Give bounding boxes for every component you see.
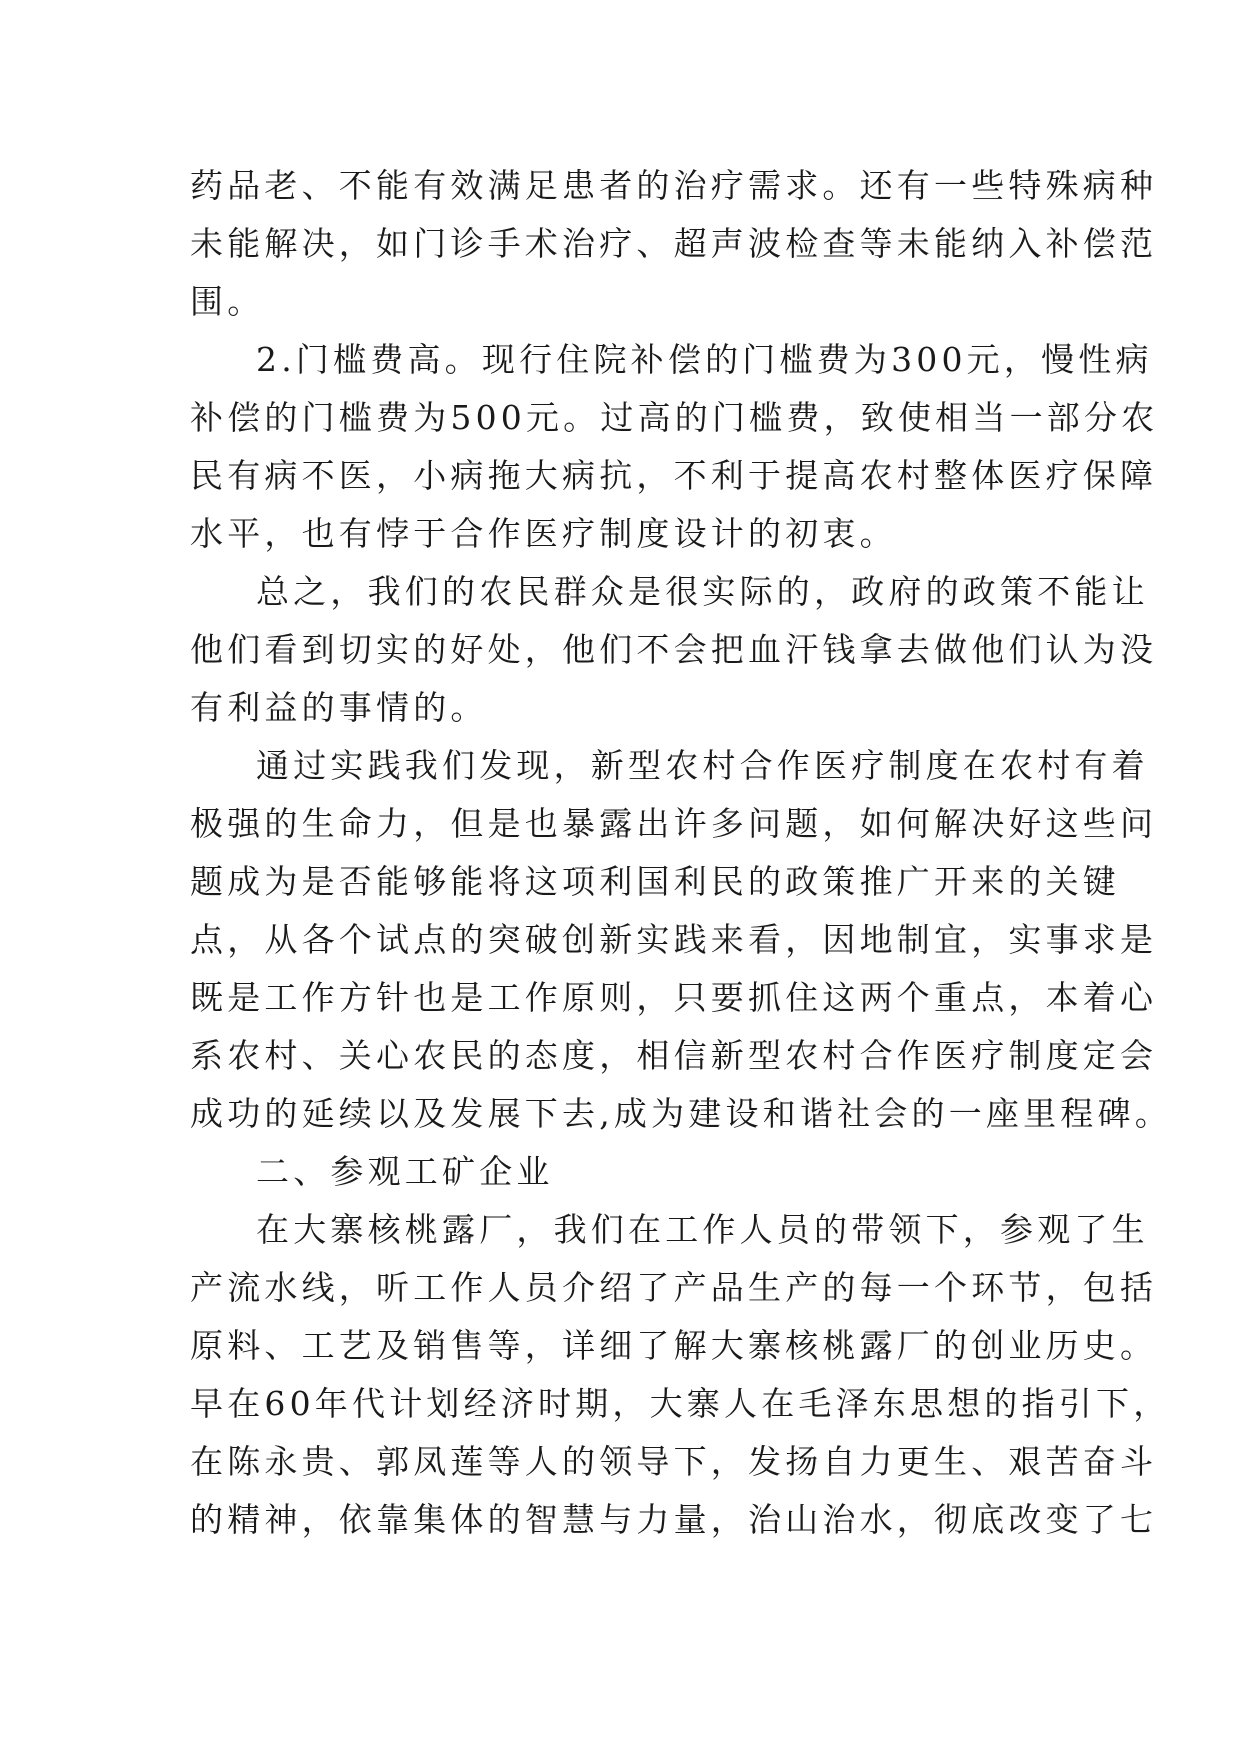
- text-line: 成功的延续以及发展下去,成为建设和谐社会的一座里程碑。: [190, 1094, 1172, 1133]
- text-line: 民有病不医，小病拖大病抗，不利于提高农村整体医疗保障: [190, 456, 1158, 495]
- text-line: 点，从各个试点的突破创新实践来看，因地制宜，实事求是: [190, 920, 1158, 959]
- paragraph-start-line: 总之，我们的农民群众是很实际的，政府的政策不能让: [256, 572, 1149, 611]
- text-line: 既是工作方针也是工作原则，只要抓住这两个重点，本着心: [190, 978, 1158, 1017]
- text-line: 补偿的门槛费为500元。过高的门槛费，致使相当一部分农: [190, 398, 1159, 437]
- text-line: 极强的生命力，但是也暴露出许多问题，如何解决好这些问: [190, 804, 1158, 843]
- text-line: 水平，也有悖于合作医疗制度设计的初衷。: [190, 514, 897, 553]
- text-line: 有利益的事情的。: [190, 688, 488, 727]
- paragraph-start-line: 2.门槛费高。现行住院补偿的门槛费为300元，慢性病: [256, 340, 1153, 379]
- text-line: 原料、工艺及销售等，详细了解大寨核桃露厂的创业历史。: [190, 1326, 1158, 1365]
- text-line: 产流水线，听工作人员介绍了产品生产的每一个环节，包括: [190, 1268, 1158, 1307]
- document-body: [190, 157, 1172, 1549]
- text-line: 的精神，依靠集体的智慧与力量，治山治水，彻底改变了七: [190, 1500, 1158, 1539]
- section-heading: 二、参观工矿企业: [256, 1152, 554, 1191]
- text-line: 他们看到切实的好处，他们不会把血汗钱拿去做他们认为没: [190, 630, 1158, 669]
- text-line: 系农村、关心农民的态度，相信新型农村合作医疗制度定会: [190, 1036, 1158, 1075]
- text-line: 围。: [190, 282, 265, 321]
- text-line: 在陈永贵、郭凤莲等人的领导下，发扬自力更生、艰苦奋斗: [190, 1442, 1158, 1481]
- text-line: 题成为是否能够能将这项利国利民的政策推广开来的关键: [190, 862, 1120, 901]
- paragraph-start-line: 在大寨核桃露厂，我们在工作人员的带领下，参观了生: [256, 1210, 1149, 1249]
- text-line: 早在60年代计划经济时期，大寨人在毛泽东思想的指引下，: [190, 1384, 1171, 1423]
- paragraph-start-line: 通过实践我们发现，新型农村合作医疗制度在农村有着: [256, 746, 1149, 785]
- text-line: 药品老、不能有效满足患者的治疗需求。还有一些特殊病种: [190, 166, 1158, 205]
- text-line: 未能解决，如门诊手术治疗、超声波检查等未能纳入补偿范: [190, 224, 1158, 263]
